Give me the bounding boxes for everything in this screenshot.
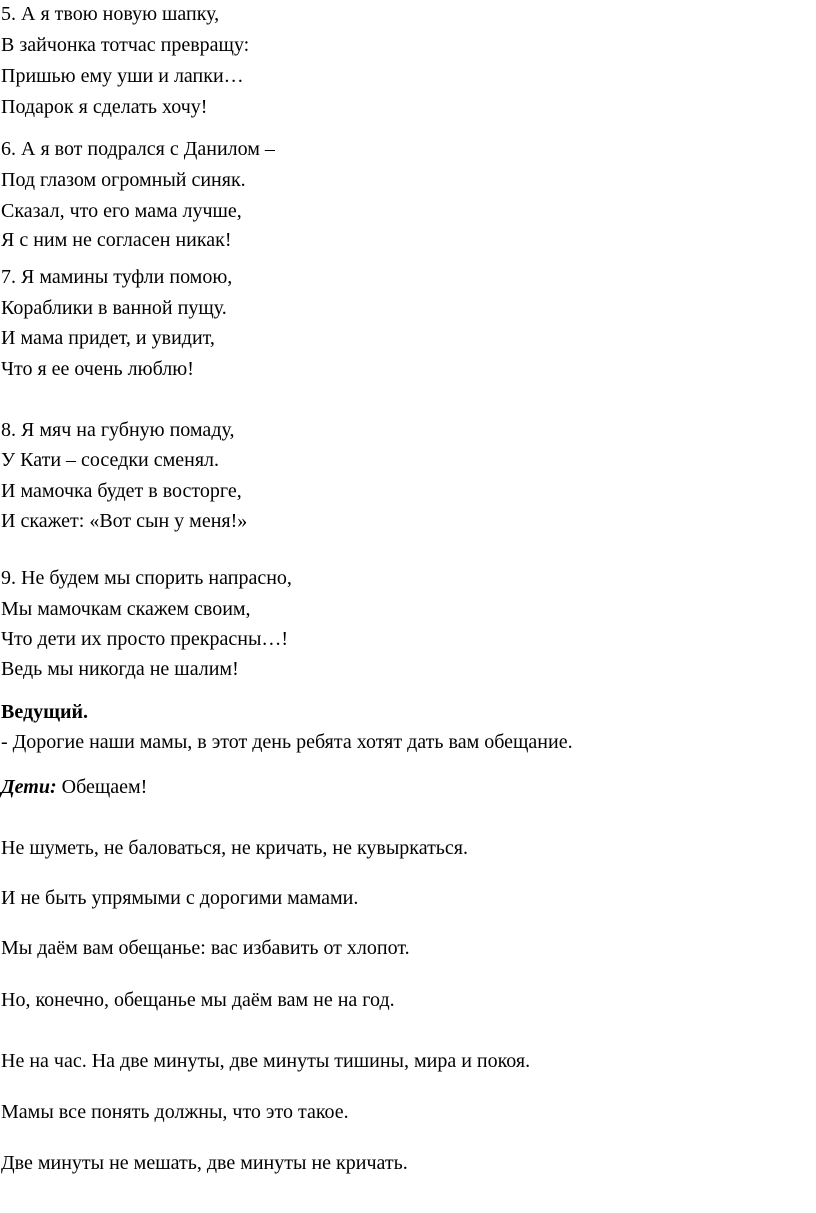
stanza-5-line-3: Пришью ему уши и лапки… [1, 65, 244, 87]
stanza-8-line-1: 8. Я мяч на губную помаду, [1, 419, 235, 441]
stanza-8-line-2: У Кати – соседки сменял. [1, 449, 220, 471]
promise-line-1: Не шуметь, не баловаться, не кричать, не кувыркаться. [1, 837, 469, 859]
stanza-6-line-2: Под глазом огромный синяк. [1, 169, 246, 191]
promise-line-7: Две минуты не мешать, две минуты не кричать. [1, 1152, 408, 1174]
stanza-8-line-3: И мамочка будет в восторге, [1, 480, 242, 502]
children-label: Дети: [1, 776, 57, 798]
promise-line-5: Не на час. На две минуты, две минуты тишины, мира и покоя. [1, 1050, 531, 1072]
children-line [1, 775, 147, 799]
host-speech: - Дорогие наши мамы, в этот день ребята хотят дать вам обещание. [1, 731, 573, 753]
stanza-6-line-1: 6. А я вот подрался с Данилом – [1, 138, 275, 160]
stanza-7-line-2: Кораблики в ванной пущу. [1, 297, 227, 319]
promise-line-4: Но, конечно, обещанье мы даём вам не на год. [1, 989, 395, 1011]
stanza-7-line-4: Что я ее очень люблю! [1, 358, 194, 380]
stanza-8-line-4: И скажет: «Вот сын у меня!» [1, 510, 248, 532]
children-speech: Обещаем! [56, 776, 148, 798]
stanza-5-line-4: Подарок я сделать хочу! [1, 96, 208, 118]
stanza-5-line-2: В зайчонка тотчас превращу: [1, 34, 250, 56]
stanza-6-line-3: Сказал, что его мама лучше, [1, 200, 242, 222]
stanza-6-line-4: Я с ним не согласен никак! [1, 229, 232, 251]
promise-line-6: Мамы все понять должны, что это такое. [1, 1101, 349, 1123]
stanza-7-line-3: И мама придет, и увидит, [1, 327, 215, 349]
promise-line-3: Мы даём вам обещанье: вас избавить от хлопот. [1, 937, 410, 959]
stanza-9-line-1: 9. Не будем мы спорить напрасно, [1, 567, 292, 589]
stanza-9-line-2: Мы мамочкам скажем своим, [1, 598, 251, 620]
stanza-5-line-1: 5. А я твою новую шапку, [1, 3, 220, 25]
promise-line-2: И не быть упрямыми с дорогими мамами. [1, 887, 359, 909]
stanza-9-line-3: Что дети их просто прекрасны…! [1, 628, 289, 650]
stanza-7-line-1: 7. Я мамины туфли помою, [1, 266, 233, 288]
stanza-9-line-4: Ведь мы никогда не шалим! [1, 658, 239, 680]
host-label: Ведущий. [1, 701, 89, 723]
